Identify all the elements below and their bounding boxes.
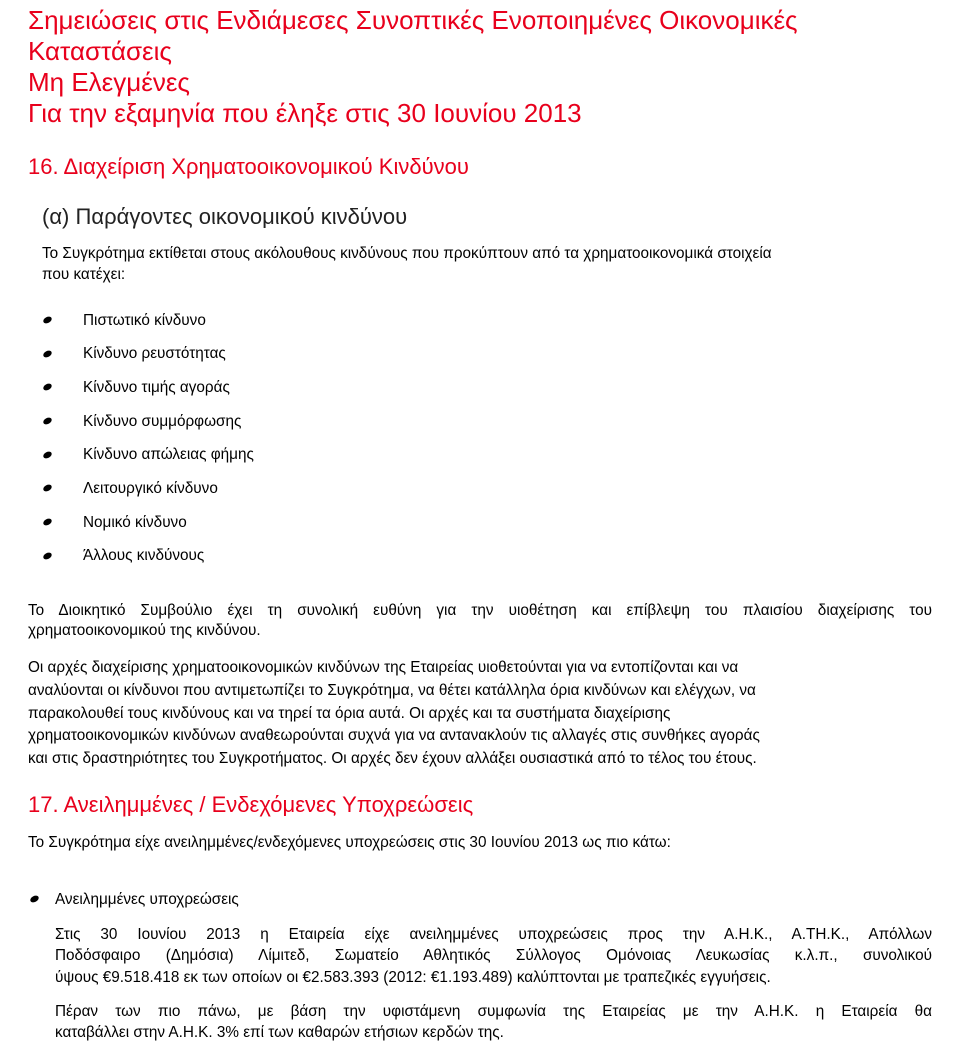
bullet-icon [29, 894, 40, 904]
note-17-intro: Το Συγκρότημα είχε ανειλημμένες/ενδεχόμενες υποχρεώσεις στις 30 Ιουνίου 2013 ως πιο κάτω: [28, 834, 671, 851]
document-status: Μη Ελεγμένες [28, 67, 190, 97]
risk-item: Κίνδυνο ρευστότητας [83, 345, 226, 362]
commitments-para1-line2: Ποδόσφαιρο (Δημόσια) Λίμιτεδ, Σωματείο Αθλητικός Σύλλογος Ομόνοιας Λευκωσίας κ.λ.π., συνολικού [55, 947, 932, 964]
document-title-line2: Καταστάσεις [28, 36, 172, 66]
commitments-label: Ανειλημμένες υποχρεώσεις [55, 891, 239, 908]
bullet-icon [42, 483, 53, 493]
policy-line: παρακολουθεί τους κινδύνους και να τηρεί τα όρια αυτά. Οι αρχές και τα συστήματα διαχείρισης [28, 705, 671, 722]
bullet-icon [42, 551, 53, 561]
document-title: Σημειώσεις στις Ενδιάμεσες Συνοπτικές Ενοποιημένες Οικονομικές [28, 5, 798, 35]
bullet-icon [42, 349, 53, 359]
risk-item: Κίνδυνο απώλειας φήμης [83, 446, 254, 463]
policy-line: χρηματοοικονομικών κινδύνων αναθεωρούνται συχνά για να αντανακλούν τις αλλαγές στις συνθήκες αγοράς [28, 727, 760, 744]
policy-line: και στις δραστηριότητες του Συγκροτήματος. Οι αρχές δεν έχουν αλλάξει ουσιαστικά από το τέλος του έτους. [28, 750, 757, 767]
commitments-para2-line2: καταβάλλει στην Α.Η.Κ. 3% επί των καθαρών ετήσιων κερδών της. [55, 1024, 504, 1041]
board-responsibility-line2: χρηματοοικονομικού της κινδύνου. [28, 622, 261, 639]
policy-line: αναλύονται οι κίνδυνοι που αντιμετωπίζει το Συγκρότημα, να θέτει κατάλληλα όρια κινδύνων και ελέγχων, να [28, 682, 756, 699]
bullet-icon [42, 517, 53, 527]
risk-item: Κίνδυνο τιμής αγοράς [83, 379, 230, 396]
policy-line: Οι αρχές διαχείρισης χρηματοοικονομικών κινδύνων της Εταιρείας υιοθετούνται για να εντοπίζονται και να [28, 659, 739, 676]
note-16-intro-line1: Το Συγκρότημα εκτίθεται στους ακόλουθους κινδύνους που προκύπτουν από τα χρηματοοικονομικά στοιχεία [42, 245, 772, 262]
bullet-icon [42, 382, 53, 392]
risk-item: Άλλους κινδύνους [83, 547, 205, 564]
risk-item: Λειτουργικό κίνδυνο [83, 480, 218, 497]
board-responsibility-line1: Το Διοικητικό Συμβούλιο έχει τη συνολική ευθύνη για την υιοθέτηση και επίβλεψη του πλαισίου διαχείρισης του [28, 602, 932, 619]
bullet-icon [42, 315, 53, 325]
note-17-heading: 17. Ανειλημμένες / Ενδεχόμενες Υποχρεώσεις [28, 792, 474, 817]
note-16-intro-line2: που κατέχει: [42, 266, 126, 283]
risk-item: Κίνδυνο συμμόρφωσης [83, 413, 242, 430]
risk-item: Πιστωτικό κίνδυνο [83, 312, 206, 329]
note-16-heading: 16. Διαχείριση Χρηματοοικονομικού Κινδύνου [28, 154, 469, 179]
commitments-para2-line1: Πέραν των πιο πάνω, με βάση την υφιστάμενη συμφωνία της Εταιρείας με την Α.Η.Κ. η Εταιρεία θα [55, 1003, 932, 1020]
commitments-para1-line1: Στις 30 Ιουνίου 2013 η Εταιρεία είχε ανειλημμένες υποχρεώσεις προς την Α.Η.Κ., Α.ΤΗ.Κ., Απόλλων [55, 926, 932, 943]
note-16-subheading: (α) Παράγοντες οικονομικού κινδύνου [42, 204, 408, 229]
commitments-para1-line3: ύψους €9.518.418 εκ των οποίων οι €2.583.393 (2012: €1.193.489) καλύπτονται με τραπεζικές εγγυήσεις. [55, 969, 771, 986]
bullet-icon [42, 450, 53, 460]
document-period: Για την εξαμηνία που έληξε στις 30 Ιουνίου 2013 [28, 98, 582, 128]
bullet-icon [42, 416, 53, 426]
risk-item: Νομικό κίνδυνο [83, 514, 187, 531]
